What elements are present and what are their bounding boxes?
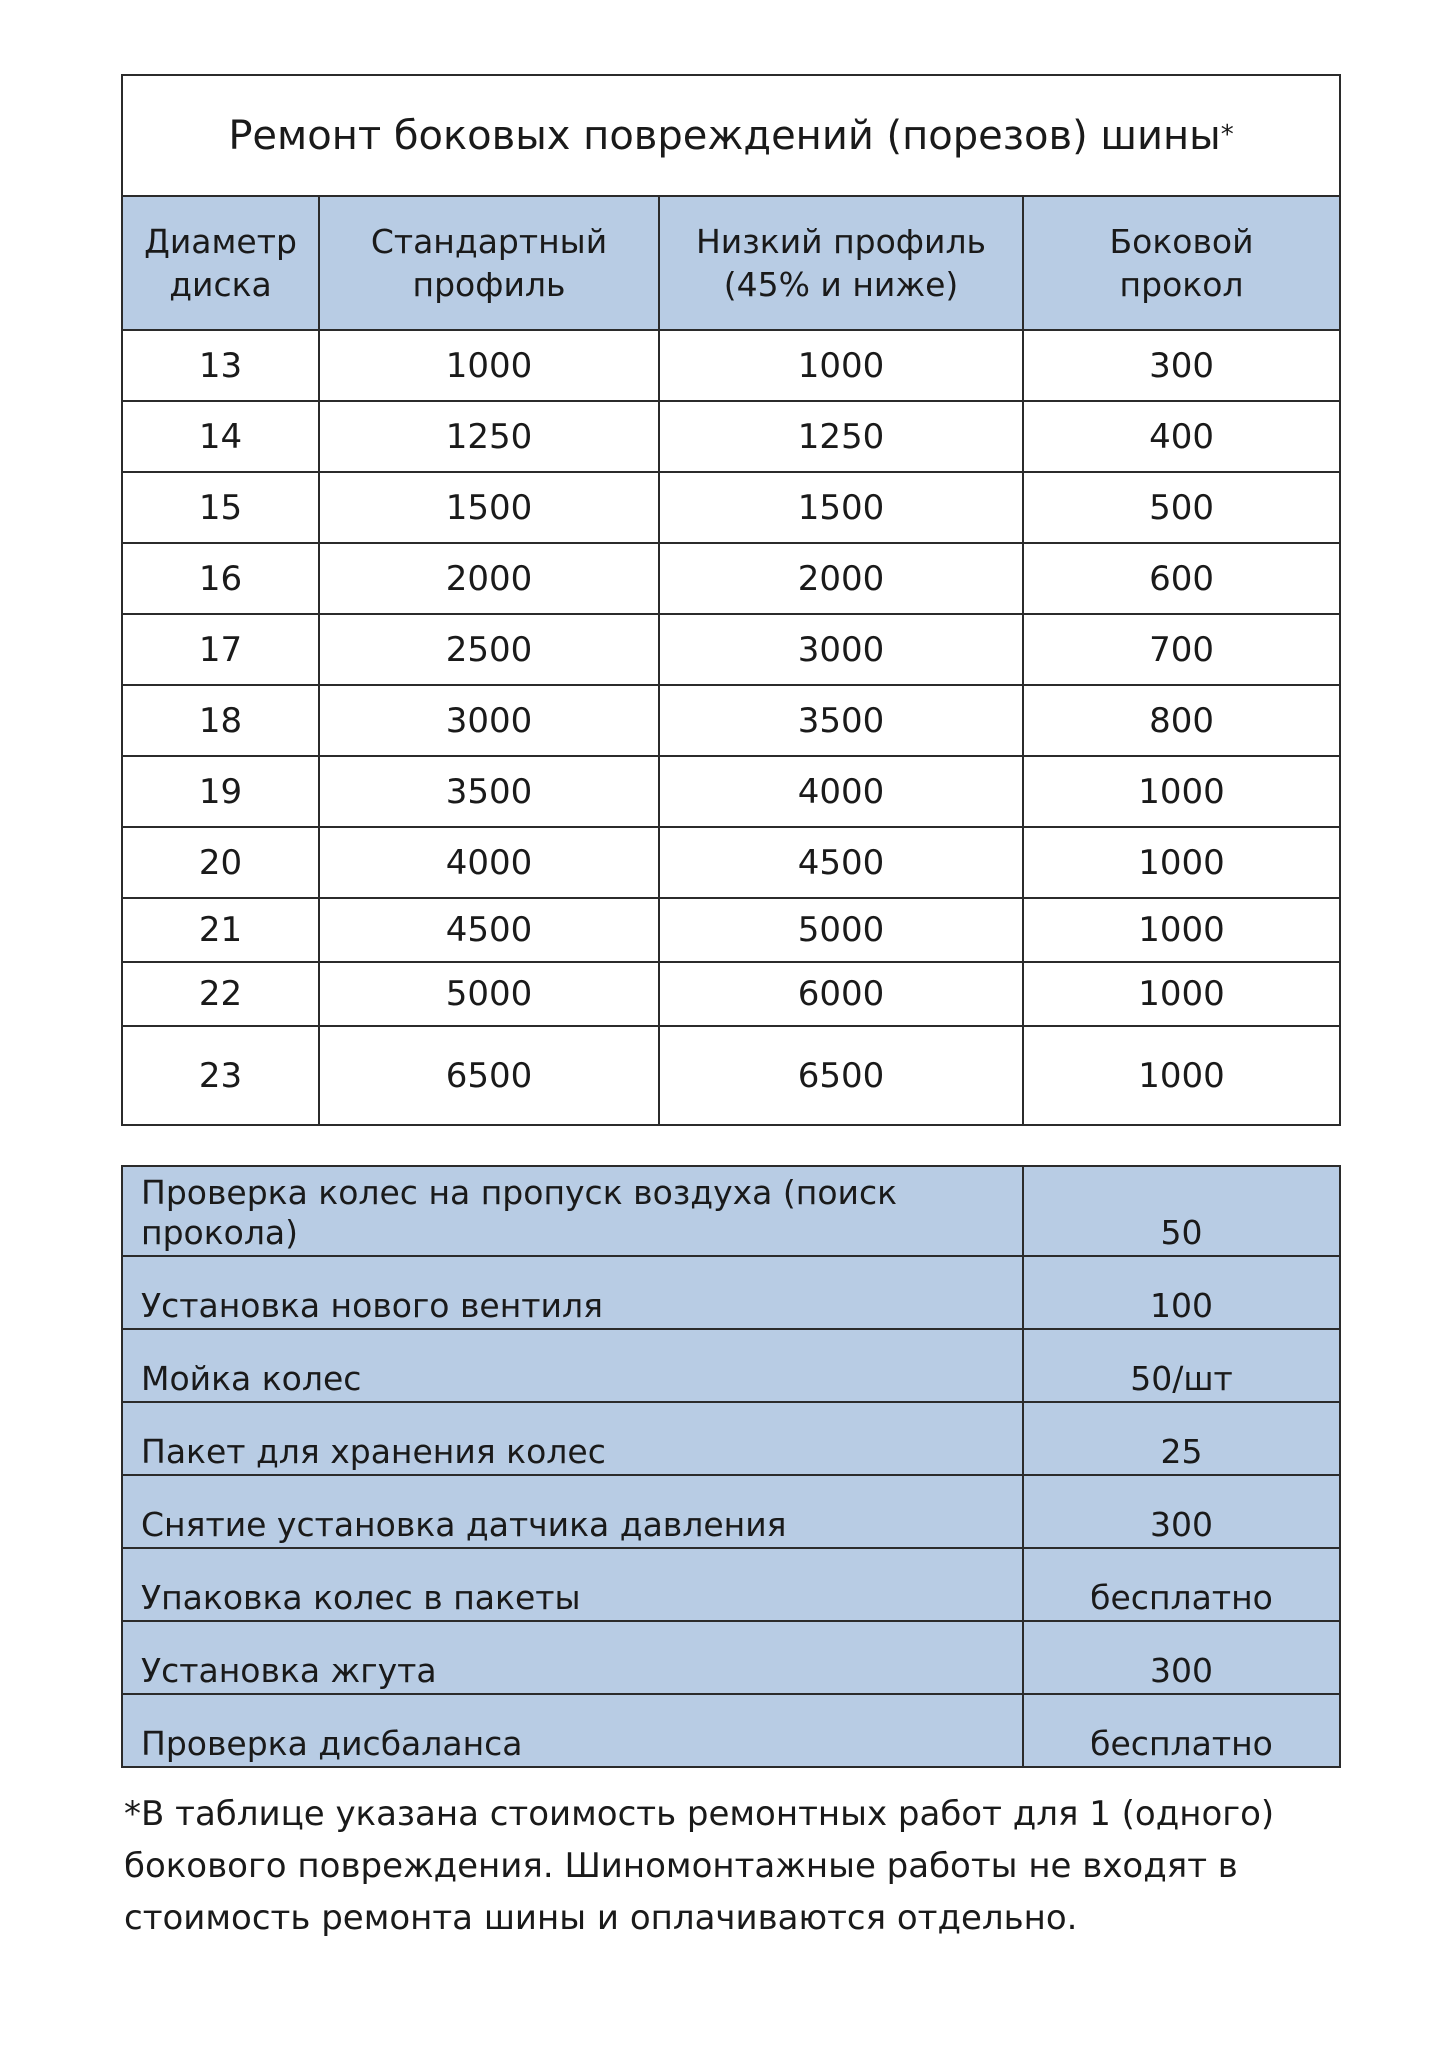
cell-standard: 2000 <box>319 543 659 614</box>
header-side-puncture <box>1023 196 1340 330</box>
extra-services-price-table <box>121 1165 1341 1768</box>
service-price: 300 <box>1023 1475 1340 1548</box>
service-row <box>122 1475 1340 1548</box>
service-price: 50/шт <box>1023 1329 1340 1402</box>
cell-low: 1500 <box>659 472 1023 543</box>
table-row <box>122 614 1340 685</box>
cell-low: 1000 <box>659 330 1023 401</box>
service-price: 50 <box>1023 1166 1340 1256</box>
header-diameter <box>122 196 319 330</box>
cell-side: 400 <box>1023 401 1340 472</box>
cell-standard: 5000 <box>319 962 659 1026</box>
service-name-line2: прокола) <box>141 1213 299 1252</box>
header-low-line2: (45% и ниже) <box>723 265 959 304</box>
cell-standard: 2500 <box>319 614 659 685</box>
cell-diameter: 18 <box>122 685 319 756</box>
cell-low: 3000 <box>659 614 1023 685</box>
cell-low: 6500 <box>659 1026 1023 1125</box>
table-row <box>122 962 1340 1026</box>
header-diameter-line2: диска <box>169 265 272 304</box>
cell-side: 1000 <box>1023 1026 1340 1125</box>
service-price: бесплатно <box>1023 1548 1340 1621</box>
cell-low: 3500 <box>659 685 1023 756</box>
service-name: Снятие установка датчика давления <box>122 1475 1023 1548</box>
service-row <box>122 1329 1340 1402</box>
header-diameter-line1: Диаметр <box>144 222 297 261</box>
cell-diameter: 20 <box>122 827 319 898</box>
footnote-line1: *В таблице указана стоимость ремонтных работ для 1 (одного) <box>124 1794 1275 1834</box>
service-name: Установка нового вентиля <box>122 1256 1023 1329</box>
header-low-profile <box>659 196 1023 330</box>
service-name: Мойка колес <box>122 1329 1023 1402</box>
cell-diameter: 23 <box>122 1026 319 1125</box>
cell-low: 5000 <box>659 898 1023 962</box>
cell-side: 800 <box>1023 685 1340 756</box>
header-side-line2: прокол <box>1119 265 1244 304</box>
cell-standard: 4000 <box>319 827 659 898</box>
title-asterisk: * <box>1220 119 1234 150</box>
cell-standard: 3000 <box>319 685 659 756</box>
service-name-line1: Проверка колес на пропуск воздуха (поиск <box>141 1173 898 1212</box>
footnote-line2: бокового повреждения. Шиномонтажные работы не входят в <box>124 1846 1238 1886</box>
cell-standard: 4500 <box>319 898 659 962</box>
cell-diameter: 19 <box>122 756 319 827</box>
cell-standard: 1500 <box>319 472 659 543</box>
service-price: бесплатно <box>1023 1694 1340 1767</box>
table-row <box>122 827 1340 898</box>
service-row <box>122 1621 1340 1694</box>
cell-standard: 3500 <box>319 756 659 827</box>
header-side-line1: Боковой <box>1109 222 1254 261</box>
cell-low: 4000 <box>659 756 1023 827</box>
service-name <box>122 1166 1023 1256</box>
table-title <box>122 75 1340 196</box>
service-row <box>122 1694 1340 1767</box>
cell-side: 700 <box>1023 614 1340 685</box>
cell-diameter: 13 <box>122 330 319 401</box>
service-price: 100 <box>1023 1256 1340 1329</box>
service-name: Проверка дисбаланса <box>122 1694 1023 1767</box>
service-row <box>122 1402 1340 1475</box>
cell-standard: 6500 <box>319 1026 659 1125</box>
table-row <box>122 472 1340 543</box>
service-row <box>122 1166 1340 1256</box>
cell-side: 300 <box>1023 330 1340 401</box>
cell-side: 1000 <box>1023 898 1340 962</box>
table-row <box>122 543 1340 614</box>
cell-low: 2000 <box>659 543 1023 614</box>
cell-standard: 1250 <box>319 401 659 472</box>
cell-low: 6000 <box>659 962 1023 1026</box>
table-row <box>122 1026 1340 1125</box>
cell-diameter: 14 <box>122 401 319 472</box>
service-price: 25 <box>1023 1402 1340 1475</box>
table-row <box>122 756 1340 827</box>
cell-standard: 1000 <box>319 330 659 401</box>
table-row <box>122 401 1340 472</box>
service-row <box>122 1548 1340 1621</box>
cell-side: 500 <box>1023 472 1340 543</box>
cell-diameter: 17 <box>122 614 319 685</box>
service-row <box>122 1256 1340 1329</box>
service-price: 300 <box>1023 1621 1340 1694</box>
table-row <box>122 330 1340 401</box>
cell-side: 1000 <box>1023 756 1340 827</box>
cell-diameter: 15 <box>122 472 319 543</box>
table-row <box>122 685 1340 756</box>
header-low-line1: Низкий профиль <box>695 222 987 261</box>
cell-diameter: 16 <box>122 543 319 614</box>
cell-low: 4500 <box>659 827 1023 898</box>
table-row <box>122 898 1340 962</box>
service-name: Упаковка колес в пакеты <box>122 1548 1023 1621</box>
cell-diameter: 21 <box>122 898 319 962</box>
cell-diameter: 22 <box>122 962 319 1026</box>
header-standard-line1: Стандартный <box>370 222 608 261</box>
footnote <box>124 1788 1344 1944</box>
sidewall-repair-price-table <box>121 74 1341 1126</box>
header-standard-line2: профиль <box>412 265 566 304</box>
service-name: Установка жгута <box>122 1621 1023 1694</box>
cell-side: 600 <box>1023 543 1340 614</box>
cell-side: 1000 <box>1023 962 1340 1026</box>
cell-side: 1000 <box>1023 827 1340 898</box>
table-title-text: Ремонт боковых повреждений (порезов) шины <box>228 112 1221 159</box>
cell-low: 1250 <box>659 401 1023 472</box>
service-name: Пакет для хранения колес <box>122 1402 1023 1475</box>
header-standard-profile <box>319 196 659 330</box>
footnote-line3: стоимость ремонта шины и оплачиваются отдельно. <box>124 1898 1078 1938</box>
